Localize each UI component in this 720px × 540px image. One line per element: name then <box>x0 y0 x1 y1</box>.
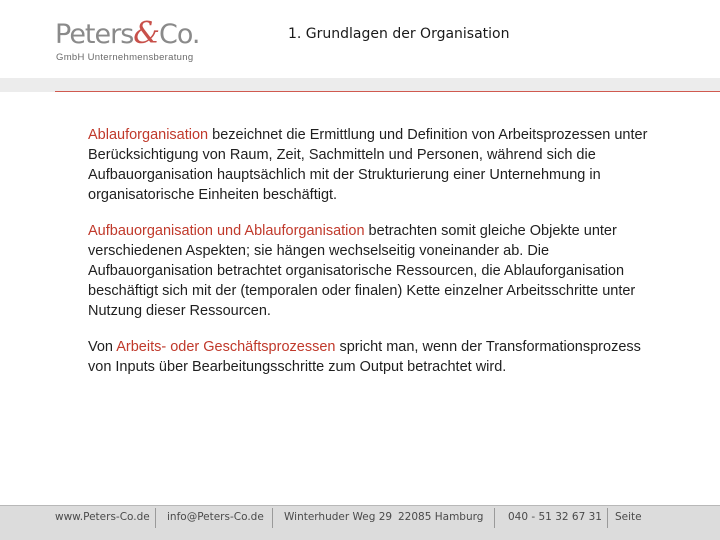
logo-wordmark <box>55 16 200 53</box>
header <box>0 0 720 78</box>
paragraph-ablauforganisation <box>88 125 648 205</box>
paragraph-text: betrachten somit gleiche Objekte unter verschiedenen Aspekten; sie hängen wechselseitig voneinander ab. Die Aufbauorganisation betrachtet organisatorische Ressourcen, die Ablauforganisation beschäftigt sich mit der (temporalen oder finalen) Kette einzelner Arbeitsschritte unter Nutzung dieser Ressourcen. <box>88 223 636 319</box>
footer-phone: 040 - 51 32 67 31 <box>508 511 602 523</box>
footer-separator <box>272 508 273 528</box>
footer-street: Winterhuder Weg 29 <box>284 511 393 523</box>
header-band <box>0 78 720 92</box>
paragraph-aufbau-ablauf <box>88 221 648 321</box>
highlight-term: Aufbauorganisation und Ablauforganisation <box>88 223 365 239</box>
footer-page-label: Seite <box>615 511 642 523</box>
footer-separator <box>155 508 156 528</box>
slide-title: 1. Grundlagen der Organisation <box>288 26 510 42</box>
logo-subtitle: GmbH Unternehmensberatung <box>56 52 194 63</box>
footer-city: 22085 Hamburg <box>398 511 484 523</box>
footer-divider <box>0 505 720 506</box>
footer-separator <box>607 508 608 528</box>
header-rule <box>55 91 720 92</box>
footer-separator <box>494 508 495 528</box>
logo-suffix: Co. <box>159 19 200 50</box>
logo-name: Peters <box>55 19 134 50</box>
paragraph-text: bezeichnet die Ermittlung und Definition von Arbeitsprozessen unter Berücksichtigung von Raum, Zeit, Sachmitteln und Personen, während sich die Aufbauorganisation hauptsächlich mit der Strukturierung einer Unternehmung in organisatorische Einheiten beschäftigt. <box>88 127 648 203</box>
highlight-term: Ablauforganisation <box>88 127 209 143</box>
paragraph-prozesse <box>88 337 648 377</box>
footer-email: info@Peters-Co.de <box>167 511 264 523</box>
highlight-term: Arbeits- oder Geschäftsprozessen <box>116 339 336 355</box>
footer-website: www.Peters-Co.de <box>55 511 150 523</box>
company-logo <box>55 16 200 68</box>
slide-body <box>88 125 648 393</box>
paragraph-prefix: Von <box>88 339 117 355</box>
paragraph-text: spricht man, wenn der Transformationsprozess von Inputs über Bearbeitungsschritte zum Output betrachtet wird. <box>88 339 641 375</box>
logo-ampersand: & <box>133 16 160 51</box>
